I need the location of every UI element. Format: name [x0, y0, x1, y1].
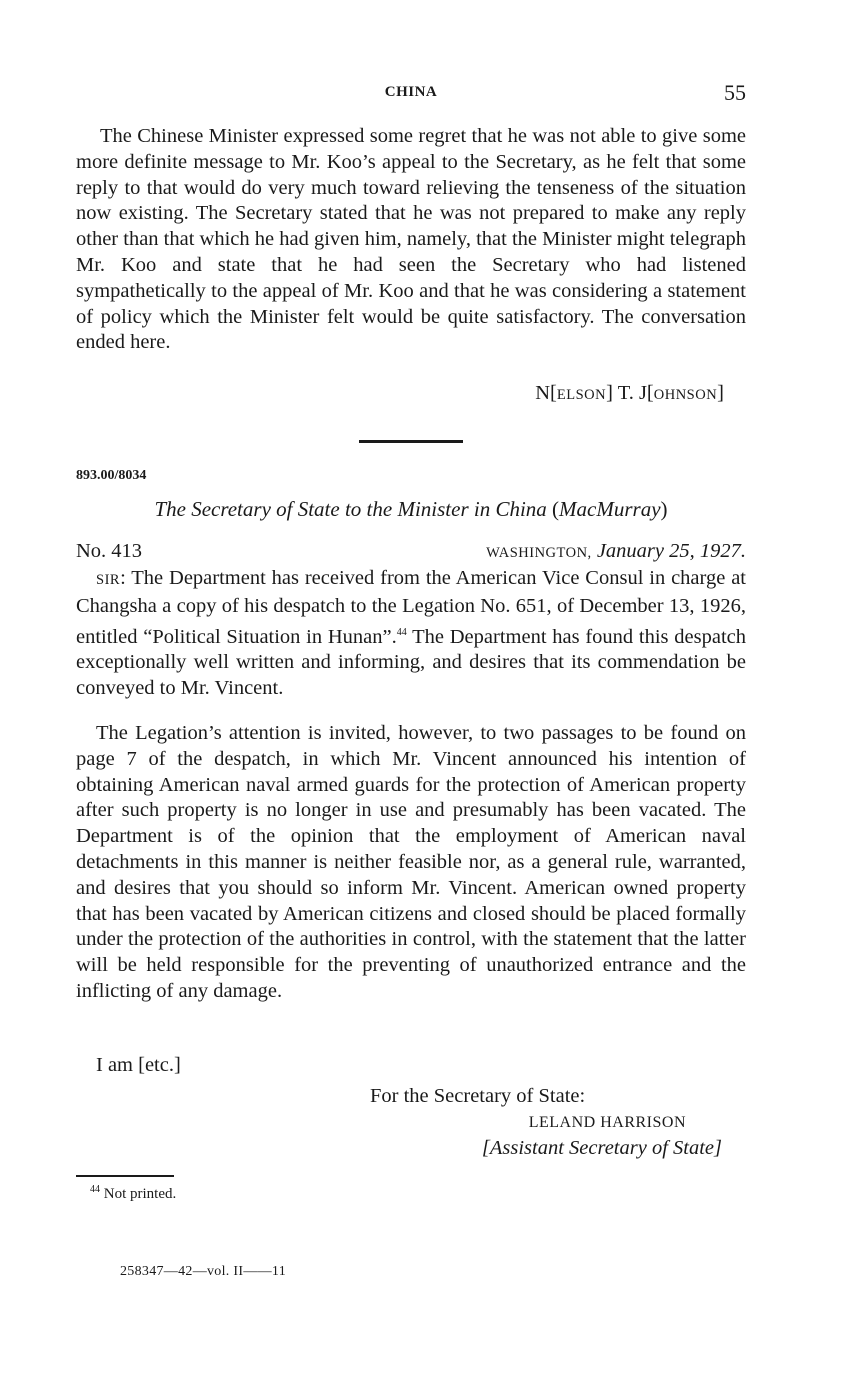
document-title — [76, 497, 746, 522]
running-head — [76, 80, 746, 110]
footnote — [90, 1184, 176, 1203]
running-head-title: CHINA — [384, 84, 438, 100]
paragraph-despatch — [76, 566, 746, 702]
dateline-place: WASHINGTON, — [486, 545, 592, 561]
sig-ohnson: OHNSON — [653, 387, 718, 403]
signer-title: [Assistant Secretary of State] — [481, 1136, 722, 1159]
sig-mid: ] T. J[ — [606, 382, 654, 404]
footnote-rule — [76, 1175, 174, 1177]
paragraph-conversation: The Chinese Minister expressed some regret that he was not able to give some more definite message to Mr. Koo’s appeal to the Secretary, as he felt that some reply to that would do very much toward relieving the tenseness of the situation now existing. The Secretary stated that he was not prepared to make any reply other than that which he had given him, namely, that the Minister might telegraph Mr. Koo and state that he had seen the Secretary who had listened sympathetically to the appeal of Mr. Koo and that he was considering a statement of policy which the Minister felt would be quite satisfactory. The conversation ended here. — [76, 125, 746, 354]
file-number: 893.00/8034 — [76, 468, 147, 483]
dateline-date: January 25, 1927. — [596, 540, 746, 562]
letter-signature — [370, 1084, 722, 1161]
memo-signature — [535, 382, 724, 405]
despatch-number: No. 413 — [76, 540, 143, 562]
closing: I am [etc.] — [96, 1054, 181, 1076]
footnote-ref: 44 — [396, 626, 407, 638]
title-recipient: MacMurray — [559, 497, 661, 521]
printer-line: 258347—42—vol. II——11 — [120, 1264, 286, 1279]
dateline — [486, 540, 746, 563]
page-number: 55 — [724, 80, 746, 105]
sig-elson: ELSON — [556, 387, 607, 403]
section-divider — [359, 440, 463, 443]
sig-end: ] — [717, 382, 724, 404]
title-paren-open: ( — [552, 497, 560, 521]
paragraph-despatch-text: : The Department has received from the American Vice Consul in charge at Changsha a copy of his despatch to the Legation No. 651, of December 13, 1926, entitled “Political Situation in Hunan”. — [76, 567, 746, 648]
paragraph-guards: The Legation’s attention is invited, however, to two passages to be found on page 7 of the despatch, in which Mr. Vincent announced his intention of obtaining American naval armed guards for the protection of American property after such property is no longer in use and presumably has been vacated. The Department is of the opinion that the employment of American naval detachments in this manner is neither feasible nor, as a general rule, warranted, and desires that you should so inform Mr. Vincent. American owned property that has been vacated by American citizens and closed should be placed formally under the protection of the authorities in control, with the statement that the latter will be held responsible for the preventing of unauthorized entrance and the inflicting of any damage. — [76, 722, 746, 1002]
for-line: For the Secretary of State: — [370, 1085, 586, 1107]
footnote-text: Not printed. — [103, 1186, 177, 1202]
footnote-mark: 44 — [90, 1184, 100, 1195]
salutation: SIR — [96, 572, 121, 588]
signer-name: LELAND HARRISON — [528, 1113, 686, 1131]
paragraph-despatch-rest: The Department has found this despatch exceptionally well written and informing, and desires that its commendation be conveyed to Mr. Vincent. — [76, 625, 746, 700]
title-main: The Secretary of State to the Minister in China — [154, 497, 547, 521]
sig-n: N[ — [535, 382, 557, 404]
title-paren-close: ) — [660, 497, 668, 521]
